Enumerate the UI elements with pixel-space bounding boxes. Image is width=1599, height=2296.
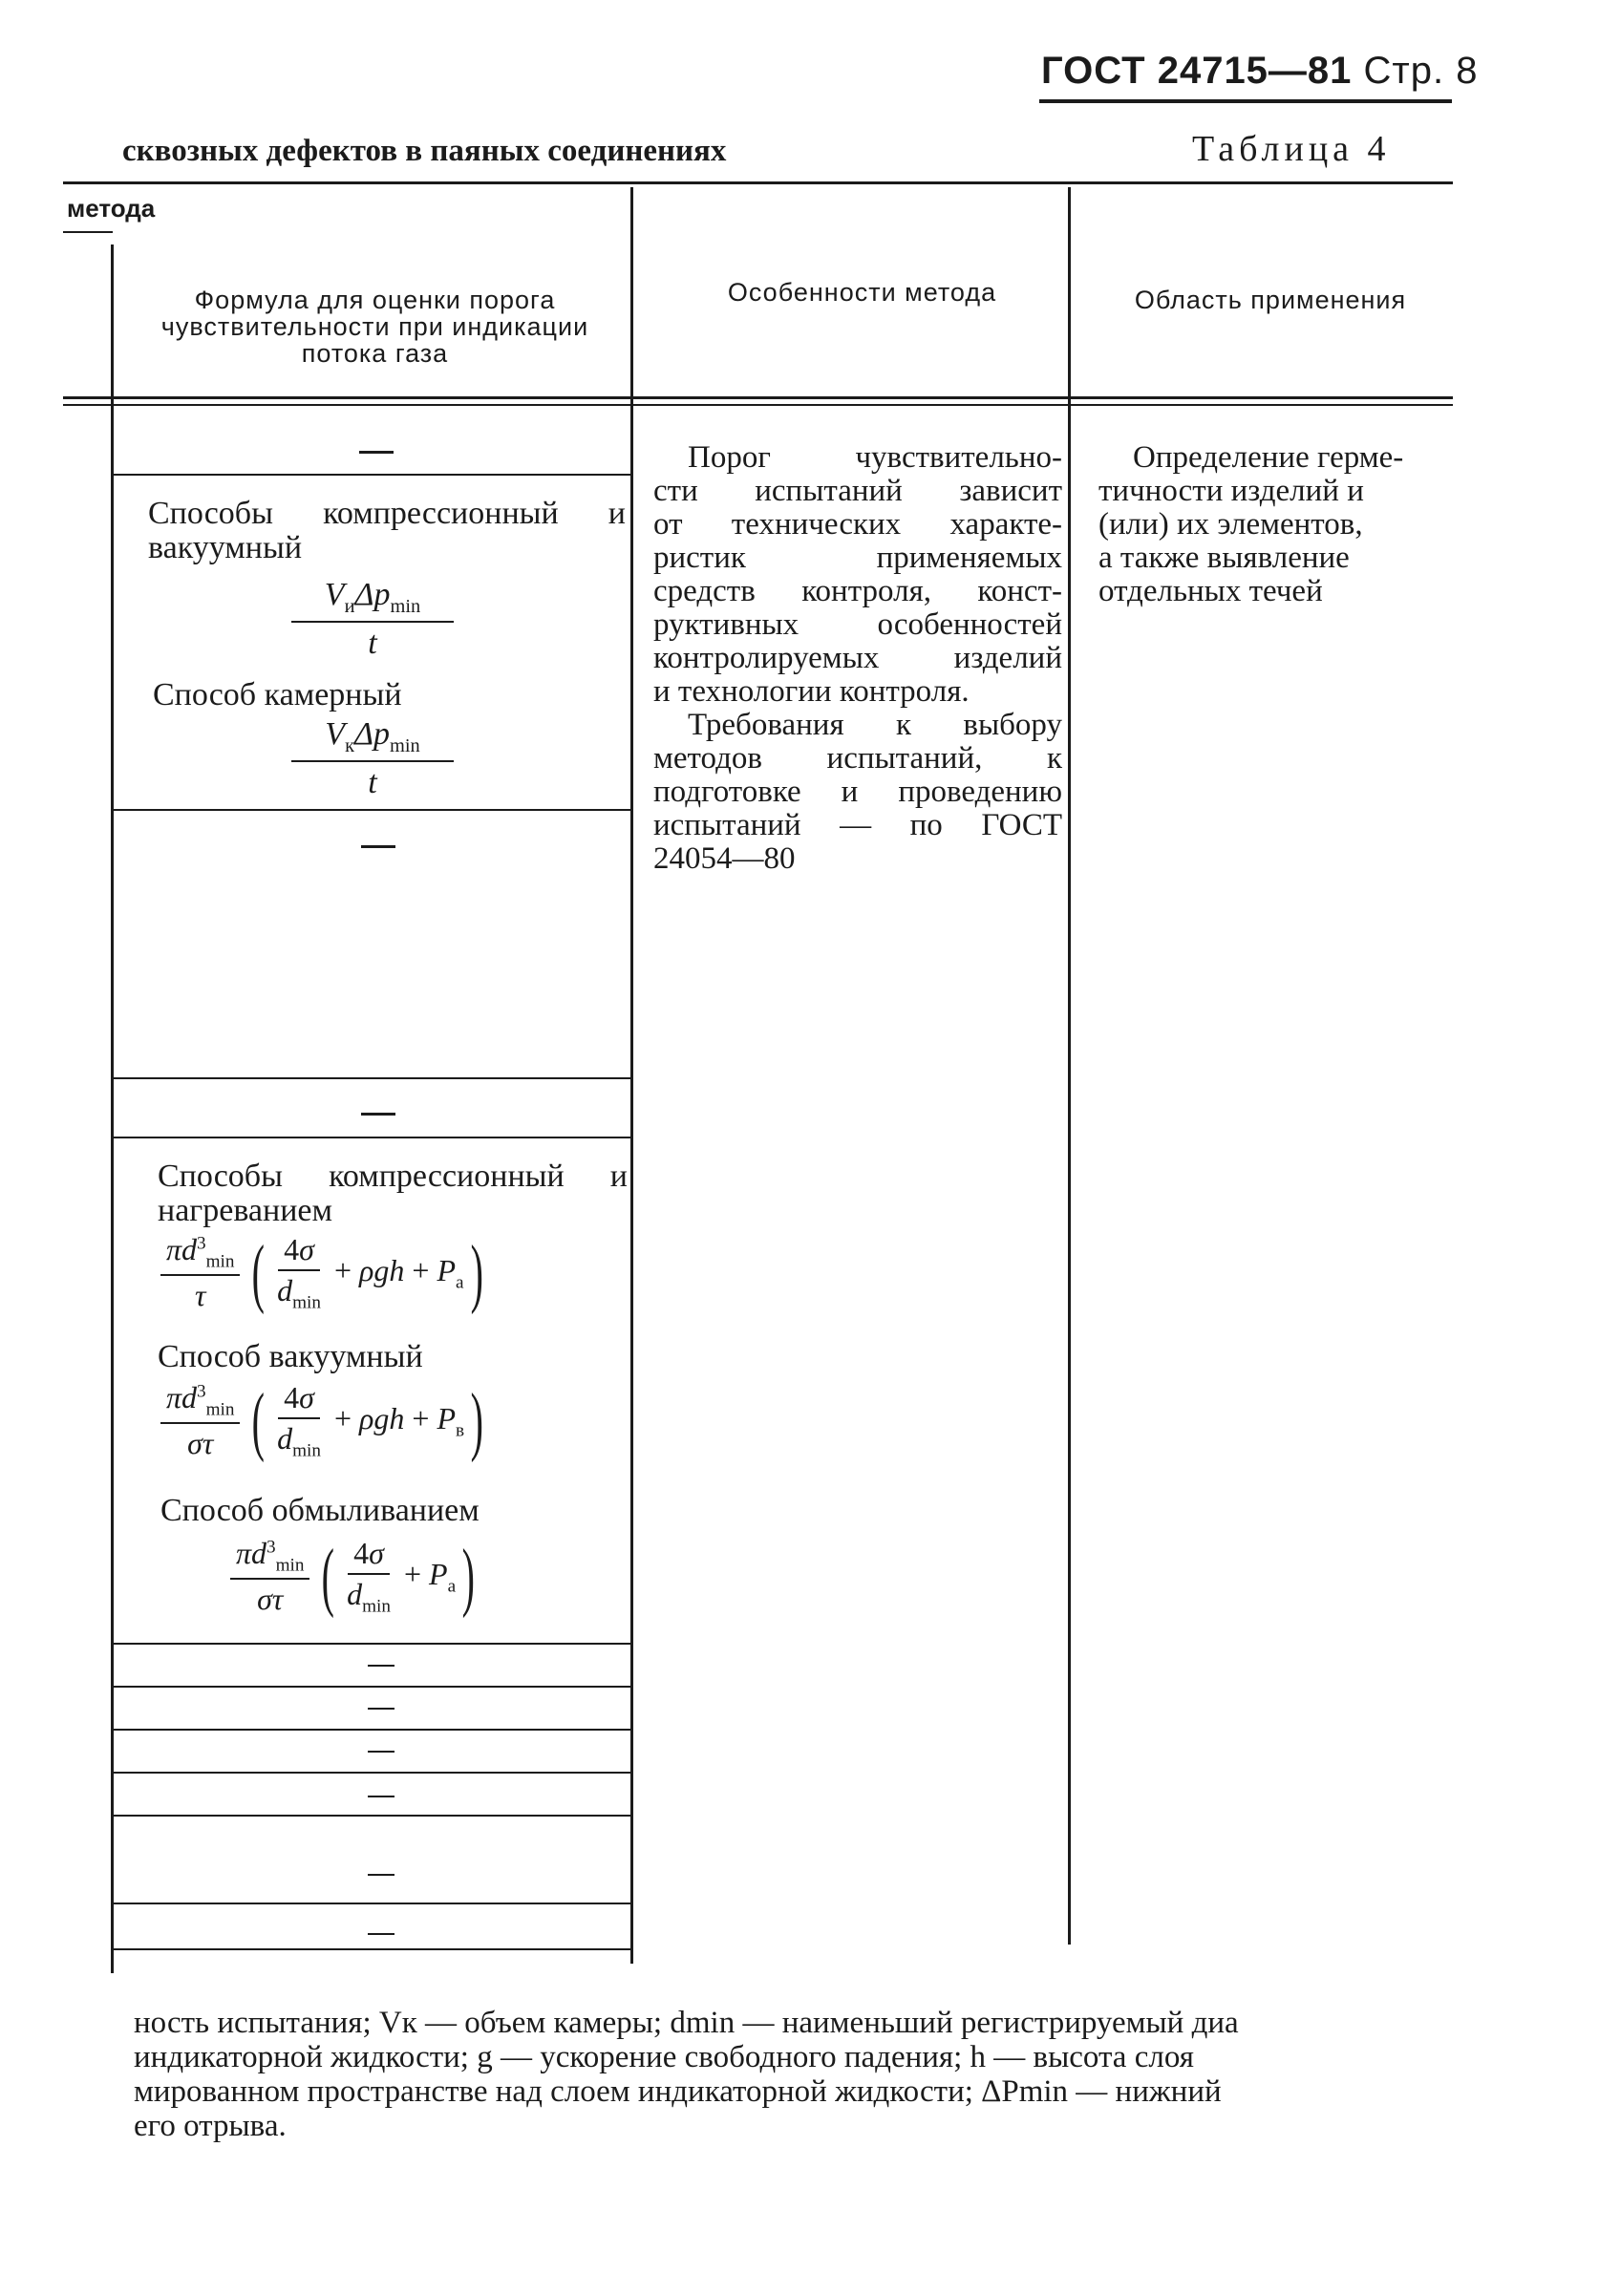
formula-compression-heating: $\pi d^3_{min}$ τ ( 4σ $d_{min}$ + $\rho gh + P_а$ ) [155, 1232, 489, 1313]
area-text: Определение герме- тичности изделий и (или) их элементов, а также выявление отдельных течей [1098, 440, 1404, 608]
document-title: сквозных дефектов в паяных соединениях [122, 134, 727, 168]
row-divider [113, 1948, 633, 1950]
empty-cell-dash [361, 845, 395, 848]
column-line-formula [630, 187, 633, 1964]
footnote-line: мированном пространстве над слоем индикаторной жидкости; ΔPmin — нижний [134, 2074, 1222, 2109]
column-header-area: Область применения [1134, 286, 1407, 314]
column-line-left [111, 244, 114, 1973]
method-label: Способ вакуумный [158, 1339, 423, 1374]
row-divider [113, 1643, 633, 1645]
row-divider [113, 1772, 633, 1774]
page-number: Стр. 8 [1363, 50, 1479, 92]
formula-soap: $\pi d^3_{min}$ στ ( 4σ $d_{min}$ + $P_а$ ) [224, 1536, 481, 1617]
footnote [134, 2006, 1490, 2143]
gost-number: ГОСТ 24715—81 [1041, 50, 1353, 92]
empty-cell-dash [368, 1933, 394, 1935]
method-header-rule [63, 231, 113, 233]
row-divider [113, 809, 633, 811]
row-divider [113, 1729, 633, 1731]
document-code [1041, 50, 1478, 93]
table-top-border [63, 181, 1453, 184]
column-header-features: Особенности метода [727, 278, 997, 307]
empty-cell-dash [368, 1751, 394, 1753]
row-divider [113, 1077, 633, 1079]
row-divider [113, 1903, 633, 1904]
method-label: Способы компрессионный и нагреванием [158, 1159, 628, 1228]
method-label: Способы компрессионный и вакуумный [148, 496, 626, 565]
table-label: Таблица 4 [1192, 129, 1391, 169]
empty-cell-dash [368, 1796, 394, 1797]
header-underline [1039, 99, 1452, 103]
formula-chamber: $V_к\Delta p_{min}$ t [291, 716, 454, 801]
method-label: Способ камерный [153, 677, 402, 712]
header-bottom-border-2 [63, 404, 1453, 406]
footnote-line: индикаторной жидкости; g — ускорение свободного падения; h — высота слоя [134, 2040, 1194, 2074]
formula-volume-pressure: $V_и\Delta p_{min}$ t [291, 577, 454, 662]
formula-vacuum: $\pi d^3_{min}$ στ ( 4σ $d_{min}$ + $\rho gh + P_в$ ) [155, 1380, 490, 1461]
empty-cell-dash [361, 1113, 395, 1116]
empty-cell-dash [368, 1665, 394, 1667]
row-divider [113, 1686, 633, 1688]
column-header-formula: Формула для оценки порога чувствительности при индикации потока газа [160, 286, 589, 368]
empty-cell-dash [368, 1708, 394, 1710]
empty-cell-dash [359, 451, 394, 454]
method-column-header: метода [67, 194, 156, 223]
row-divider [113, 1137, 633, 1138]
method-label: Способ обмыливанием [160, 1493, 480, 1528]
row-divider [113, 474, 633, 476]
features-text: Порог чувствительно- сти испытаний зависит от технических характе- ристик применяемых средств контроля, конст- руктивных особенностей контролируемых изделий и технологии контроля. Требования к выбору методов испытаний, к подготовке и проведению испытаний — по ГОСТ 24054—80 [653, 440, 1062, 876]
header-bottom-border [63, 396, 1453, 399]
column-line-features [1068, 187, 1071, 1945]
row-divider [113, 1815, 633, 1817]
footnote-line: ность испытания; Vк — объем камеры; dmin — наименьший регистрируемый диа [134, 2006, 1239, 2040]
empty-cell-dash [368, 1874, 394, 1876]
footnote-line: его отрыва. [134, 2109, 287, 2143]
